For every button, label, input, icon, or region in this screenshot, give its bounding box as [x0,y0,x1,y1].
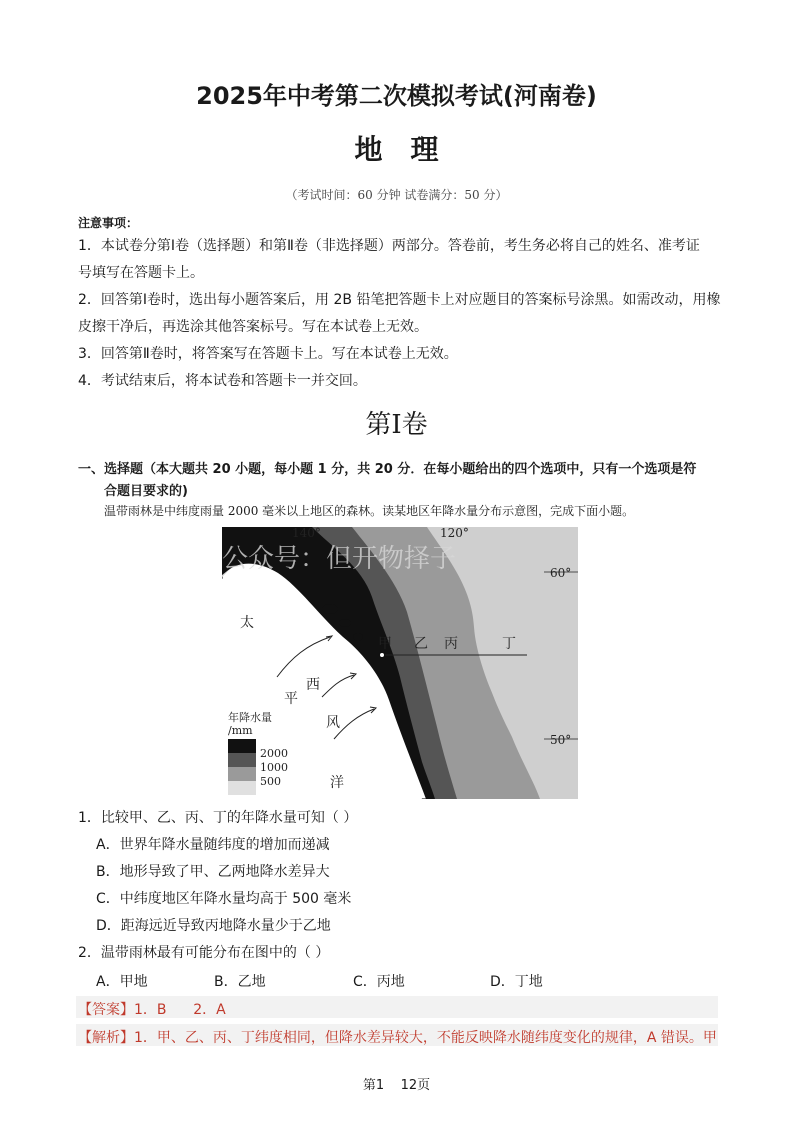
answer-text: 1．B 2．A [134,1002,226,1018]
legend-swatch-low [228,781,256,795]
question-2-stem: 2．温带雨林最有可能分布在图中的（ ） [78,945,330,961]
notes-line-5: 3．回答第Ⅱ卷时，将答案写在答题卡上。写在本试卷上无效。 [78,346,458,362]
island-3 [353,633,363,641]
analysis-line [78,1027,717,1047]
precipitation-map [222,527,578,799]
legend-swatch-2000 [228,739,256,753]
legend-value-500: 500 [260,775,281,788]
ocean-char-tai: 太 [240,615,254,631]
volume-title: 第Ⅰ卷 [365,410,428,440]
question-1-option-c: C．中纬度地区年降水量均高于 500 毫米 [96,891,352,907]
notes-line-1: 1．本试卷分第Ⅰ卷（选择题）和第Ⅱ卷（非选择题）两部分。答卷前，考生务必将自己的姓名、准考证 [78,238,700,254]
place-yi: 乙 [414,636,428,652]
ocean-char-yang: 洋 [330,775,344,791]
question-1-stem: 1．比较甲、乙、丙、丁的年降水量可知（ ） [78,810,358,826]
question-1-option-b: B．地形导致了甲、乙两地降水差异大 [96,864,330,880]
legend-unit: /mm [228,724,253,737]
question-intro: 温带雨林是中纬度雨量 2000 毫米以上地区的森林。读某地区年降水量分布示意图，完成下面小题。 [104,504,635,518]
legend-value-2000: 2000 [260,747,288,760]
question-2-option-d: D．丁地 [490,974,543,990]
lat-label-60: 60° [550,566,572,580]
ocean-char-ping: 平 [284,691,298,707]
notes-line-6: 4．考试结束后，将本试卷和答题卡一并交回。 [78,373,367,389]
section-heading-cont: 合题目要求的) [104,484,188,499]
analysis-text: 1．甲、乙、丙、丁纬度相同，但降水差异较大，不能反映降水随纬度变化的规律，A 错误。甲 [134,1030,717,1046]
lon-label-140: 140° [292,527,321,540]
question-2-option-c: C．丙地 [353,974,405,990]
answer-line [78,999,226,1019]
place-ding: 丁 [502,636,516,652]
question-2-option-a: A．甲地 [96,974,148,990]
notes-title: 注意事项： [78,216,139,230]
legend-title: 年降水量 [228,711,272,724]
question-1-option-d: D．距海远近导致丙地降水量少于乙地 [96,918,331,934]
question-1-option-a: A．世界年降水量随纬度的增加而递减 [96,837,330,853]
point-jia [379,652,384,657]
lat-label-50: 50° [550,733,572,747]
wind-char-feng: 风 [326,715,340,731]
legend-value-1000: 1000 [260,761,288,774]
section-heading: 一、选择题（本大题共 20 小题，每小题 1 分，共 20 分．在每小题给出的四个选项中，只有一个选项是符 [78,462,697,477]
notes-line-2: 号填写在答题卡上。 [78,265,204,281]
notes-line-4: 皮擦干净后，再选涂其他答案标号。写在本试卷上无效。 [78,319,428,335]
legend-swatch-500 [228,767,256,781]
exam-info: （考试时间：60 分钟 试卷满分：50 分） [285,188,508,202]
map-watermark: 公众号：但开物择子 [222,544,457,574]
place-bing: 丙 [444,636,458,652]
exam-title: 2025年中考第二次模拟考试(河南卷) [196,82,597,110]
wind-char-xi: 西 [306,677,320,693]
notes-line-3: 2．回答第Ⅰ卷时，选出每小题答案后，用 2B 铅笔把答题卡上对应题目的答案标号涂黑。如需改动，用橡 [78,292,721,308]
island-1 [322,604,338,614]
answer-tag: 【答案】 [78,1002,134,1018]
analysis-tag: 【解析】 [78,1030,134,1046]
lon-label-120: 120° [440,527,469,540]
subject-title: 地理 [354,133,467,166]
place-jia: 甲 [378,636,392,652]
question-2-option-b: B．乙地 [214,974,266,990]
island-2 [339,619,351,627]
legend-swatch-1000 [228,753,256,767]
page-footer: 第1 12页 [362,1078,431,1093]
